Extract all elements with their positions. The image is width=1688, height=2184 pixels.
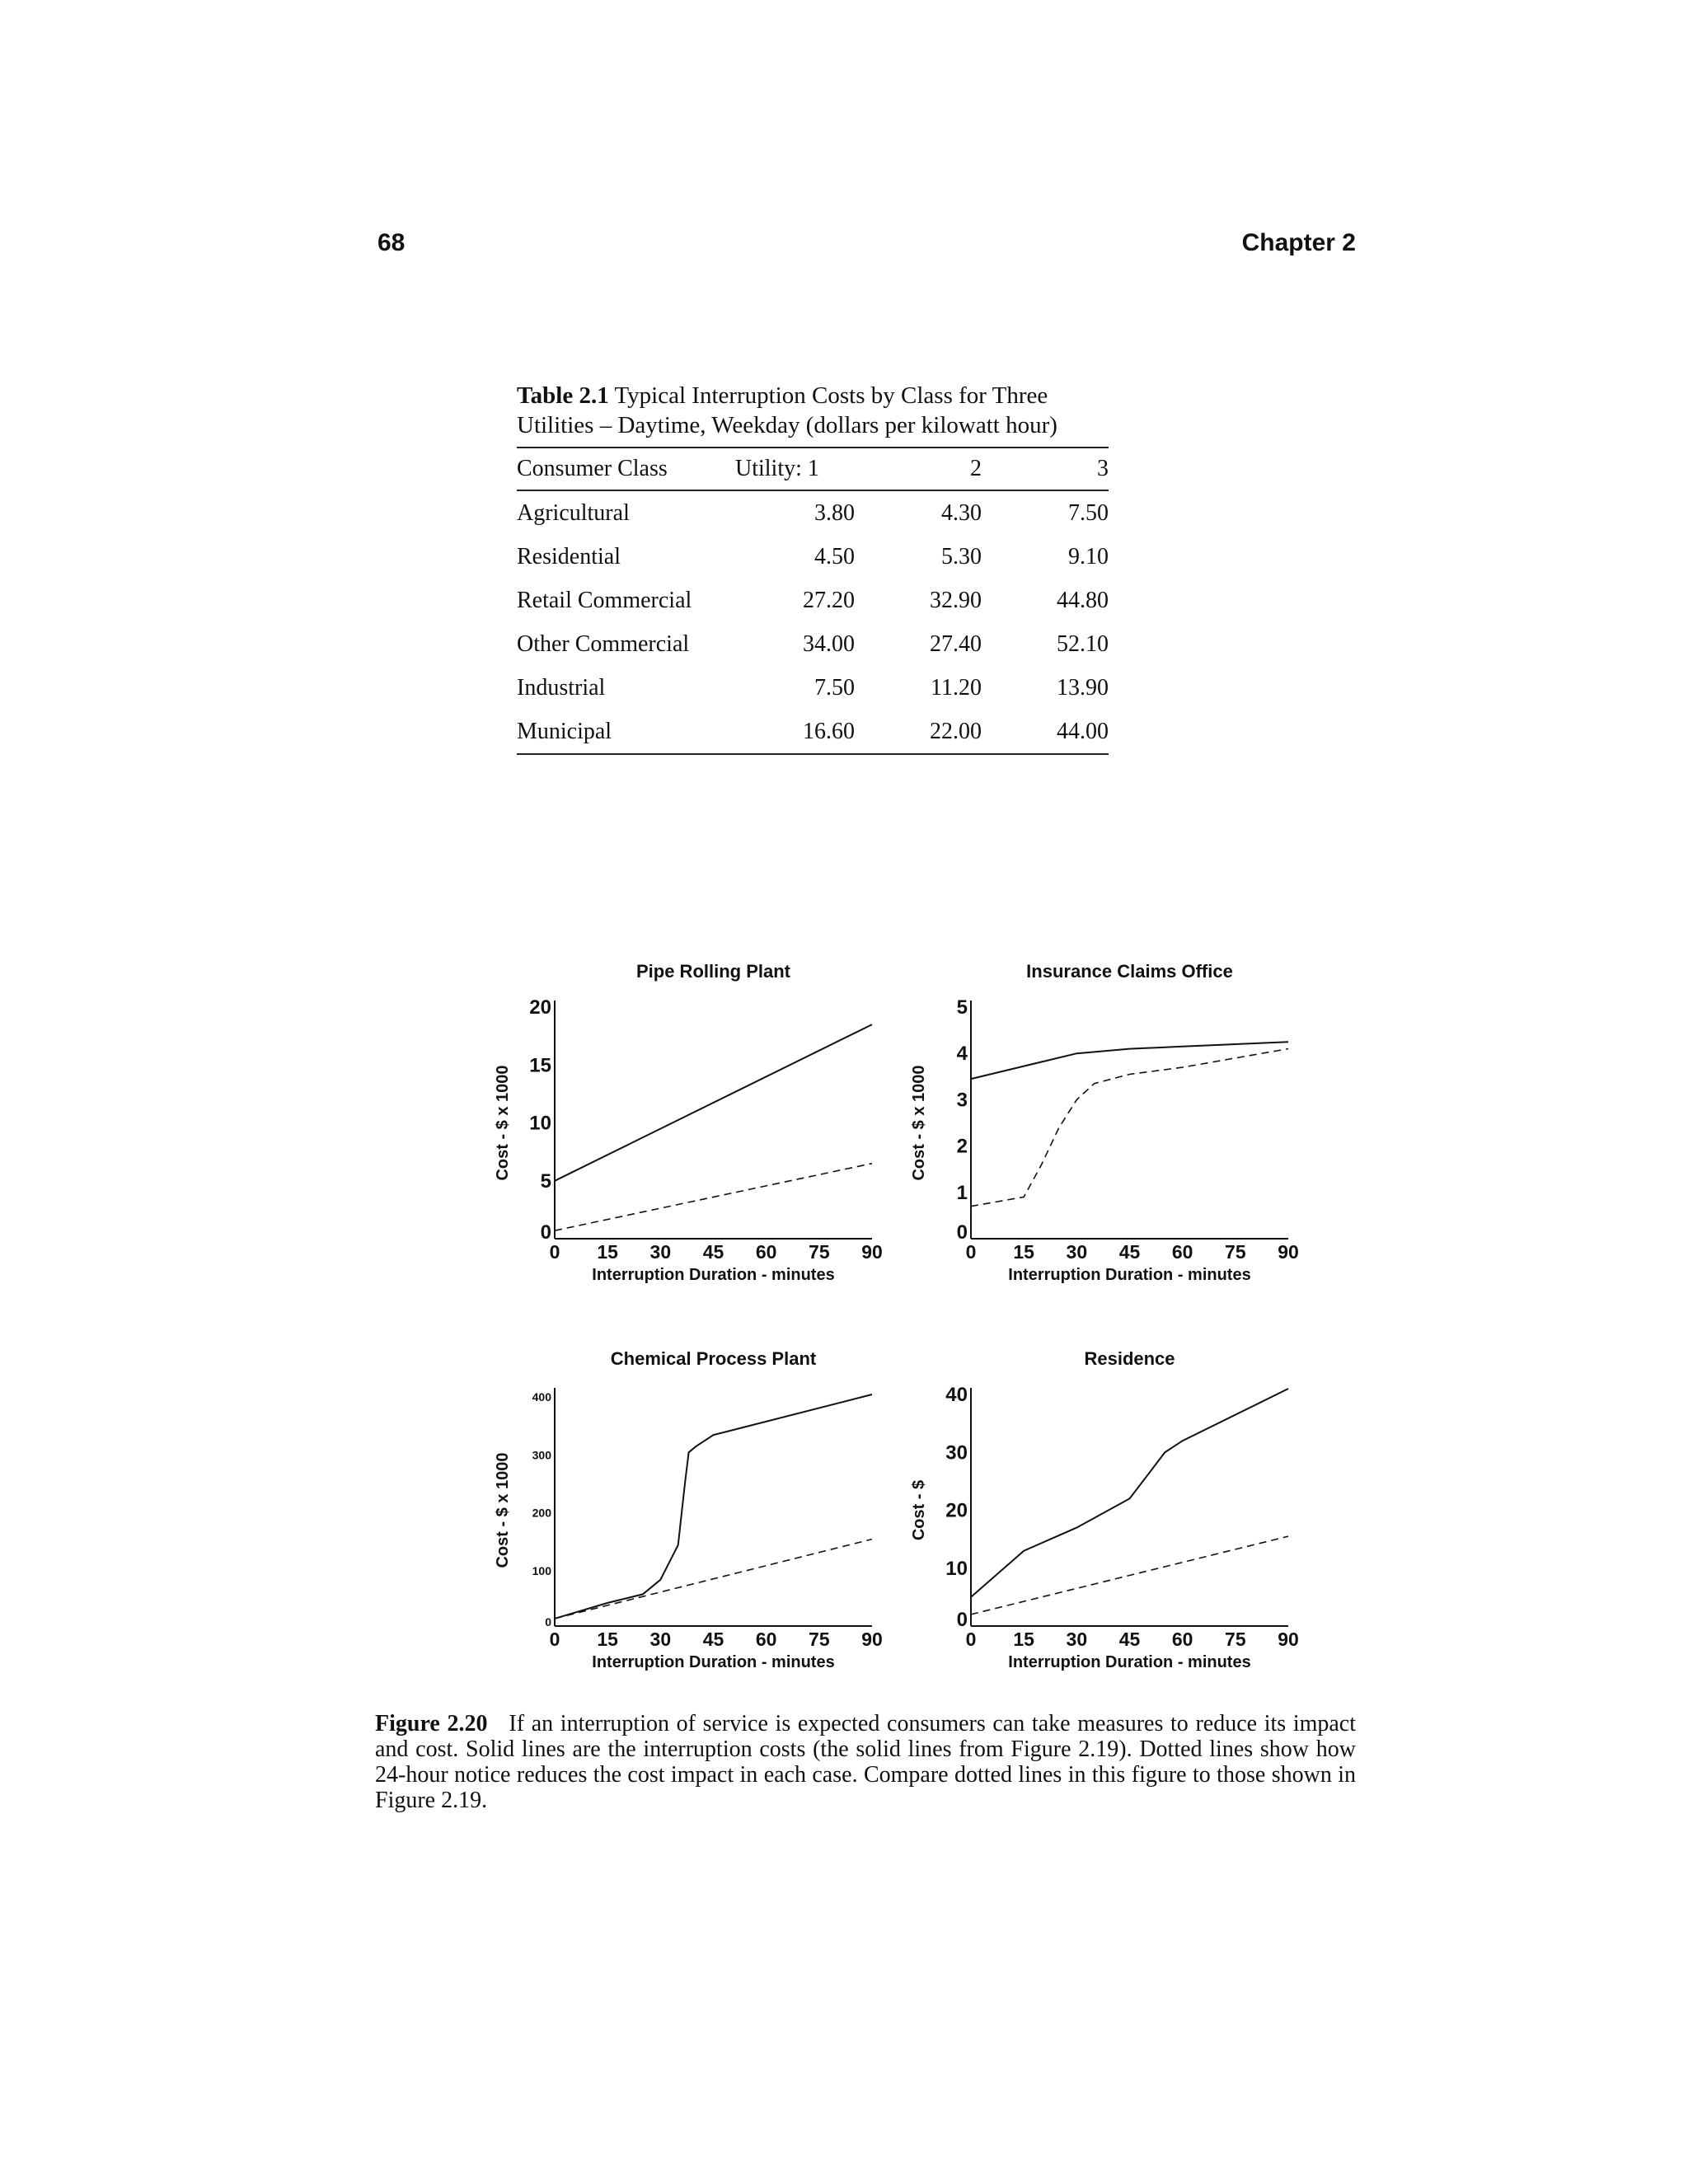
x-tick-label: 90 xyxy=(1278,1629,1299,1650)
series-line-dashed xyxy=(971,1049,1288,1207)
x-tick-label: 0 xyxy=(549,1629,560,1650)
x-tick-label: 30 xyxy=(1066,1241,1088,1263)
y-axis-label: Cost - $ x 1000 xyxy=(910,1065,928,1181)
y-tick-label: 0 xyxy=(956,1609,968,1631)
x-tick-label: 75 xyxy=(809,1629,830,1650)
cell-utility-2: 5.30 xyxy=(941,543,982,569)
cell-utility-3: 7.50 xyxy=(1068,499,1109,526)
y-tick-label: 5 xyxy=(540,1169,551,1193)
x-tick-label: 30 xyxy=(649,1241,672,1263)
y-tick-label: 300 xyxy=(532,1448,551,1462)
chart-title: Chemical Process Plant xyxy=(610,1348,817,1369)
cell-class: Municipal xyxy=(517,718,612,744)
y-tick-label: 30 xyxy=(945,1441,968,1465)
page-number: 68 xyxy=(377,229,406,256)
x-tick-label: 90 xyxy=(861,1241,883,1263)
x-axis-label: Interruption Duration - minutes xyxy=(1008,1653,1251,1671)
x-tick-label: 15 xyxy=(597,1241,618,1263)
table-row xyxy=(517,579,1109,622)
chart-pipe-rolling-plant xyxy=(493,956,954,1310)
x-tick-label: 0 xyxy=(965,1241,977,1263)
chart-svg xyxy=(909,956,1371,1310)
y-axis-label: Cost - $ xyxy=(910,1479,928,1541)
series-line-solid xyxy=(971,1389,1288,1597)
cell-class: Industrial xyxy=(517,674,606,701)
y-axis-label: Cost - $ x 1000 xyxy=(494,1452,512,1568)
chart-residence xyxy=(909,1343,1371,1698)
series-line-dashed xyxy=(971,1536,1288,1615)
cell-class: Other Commercial xyxy=(517,630,690,657)
x-tick-label: 90 xyxy=(1278,1241,1299,1263)
y-tick-label: 1 xyxy=(956,1181,968,1204)
series-line-solid xyxy=(555,1024,872,1181)
x-tick-label: 90 xyxy=(861,1629,883,1650)
y-tick-label: 400 xyxy=(532,1390,551,1404)
chart-svg xyxy=(909,1343,1371,1698)
cell-utility-2: 22.00 xyxy=(930,718,982,744)
chapter-heading: Chapter 2 xyxy=(1241,229,1356,256)
y-tick-label: 10 xyxy=(529,1112,551,1135)
chart-svg xyxy=(493,1343,954,1698)
x-tick-label: 75 xyxy=(1225,1241,1246,1263)
x-tick-label: 45 xyxy=(702,1241,724,1263)
series-line-dashed xyxy=(555,1540,872,1619)
y-axis-label: Cost - $ x 1000 xyxy=(494,1065,512,1181)
cell-utility-3: 44.80 xyxy=(1057,587,1109,613)
x-tick-label: 45 xyxy=(1118,1241,1141,1263)
table-row xyxy=(517,490,1109,535)
x-tick-label: 60 xyxy=(1171,1629,1193,1650)
x-axis-label: Interruption Duration - minutes xyxy=(1008,1266,1251,1284)
cell-utility-3: 44.00 xyxy=(1057,718,1109,744)
x-tick-label: 60 xyxy=(755,1241,777,1263)
y-tick-label: 0 xyxy=(956,1221,968,1244)
x-tick-label: 60 xyxy=(755,1629,777,1650)
costs-table xyxy=(517,447,1109,755)
x-tick-label: 15 xyxy=(1013,1241,1034,1263)
x-tick-label: 15 xyxy=(1013,1629,1034,1650)
cell-utility-3: 52.10 xyxy=(1057,630,1109,657)
y-tick-label: 15 xyxy=(529,1054,551,1077)
y-tick-label: 20 xyxy=(945,1499,968,1522)
y-tick-label: 10 xyxy=(945,1557,968,1580)
y-tick-label: 40 xyxy=(945,1384,968,1406)
cell-utility-1: 16.60 xyxy=(803,718,855,744)
x-tick-label: 0 xyxy=(549,1241,560,1263)
chart-title: Residence xyxy=(1084,1348,1175,1369)
cell-utility-2: 11.20 xyxy=(931,674,982,701)
cell-utility-2: 4.30 xyxy=(941,499,982,526)
table-header-row xyxy=(517,448,1109,490)
x-tick-label: 15 xyxy=(597,1629,618,1650)
table-caption xyxy=(517,381,1109,440)
cell-utility-1: 7.50 xyxy=(814,674,855,701)
x-tick-label: 30 xyxy=(649,1629,672,1650)
x-tick-label: 45 xyxy=(702,1629,724,1650)
cell-utility-1: 27.20 xyxy=(803,587,855,613)
cell-utility-1: 34.00 xyxy=(803,630,855,657)
figure-caption-label: Figure 2.20 xyxy=(375,1711,488,1736)
column-header-consumer-class: Consumer Class xyxy=(517,456,668,481)
column-header-utility-3: 3 xyxy=(1097,456,1109,481)
interruption-cost-table xyxy=(517,381,1109,755)
cell-class: Retail Commercial xyxy=(517,587,692,613)
chart-title: Insurance Claims Office xyxy=(1026,961,1233,982)
cell-class: Residential xyxy=(517,543,621,569)
table-row xyxy=(517,710,1109,754)
y-tick-label: 200 xyxy=(532,1506,551,1520)
cell-utility-1: 3.80 xyxy=(814,499,855,526)
table-caption-text: Typical Interruption Costs by Class for Three Utilities – Daytime, Weekday (dollars per kilowatt hour) xyxy=(517,382,1057,438)
x-tick-label: 45 xyxy=(1118,1629,1141,1650)
chart-title: Pipe Rolling Plant xyxy=(635,961,791,982)
figure-caption xyxy=(375,1711,1356,1813)
cell-utility-1: 4.50 xyxy=(814,543,855,569)
chart-insurance-claims-office xyxy=(909,956,1371,1310)
y-tick-label: 0 xyxy=(540,1221,551,1244)
cell-utility-2: 27.40 xyxy=(930,630,982,657)
cell-utility-3: 13.90 xyxy=(1057,674,1109,701)
x-tick-label: 75 xyxy=(1225,1629,1246,1650)
series-line-dashed xyxy=(555,1164,872,1231)
series-line-solid xyxy=(971,1042,1288,1079)
column-header-utility-1: Utility: 1 xyxy=(735,456,819,481)
table-row xyxy=(517,622,1109,666)
y-tick-label: 20 xyxy=(529,996,551,1019)
y-tick-label: 100 xyxy=(532,1563,551,1577)
y-tick-label: 5 xyxy=(956,996,968,1019)
table-caption-label: Table 2.1 xyxy=(517,382,609,409)
x-tick-label: 75 xyxy=(809,1241,830,1263)
cell-utility-3: 9.10 xyxy=(1068,543,1109,569)
x-axis-label: Interruption Duration - minutes xyxy=(592,1266,835,1284)
table-row xyxy=(517,535,1109,579)
x-tick-label: 30 xyxy=(1066,1629,1088,1650)
x-axis-label: Interruption Duration - minutes xyxy=(592,1653,835,1671)
x-tick-label: 60 xyxy=(1171,1241,1193,1263)
figure-caption-text: If an interruption of service is expected consumers can take measures to reduce its impact and cost. Solid lines are the interruption costs (the solid lines from Figure 2.19). Dotted lines show how 24-hour notice reduces the cost impact in each case. Compare dotted lines in this figure to those shown in Figure 2.19. xyxy=(375,1711,1357,1813)
table-row xyxy=(517,666,1109,710)
x-tick-label: 0 xyxy=(965,1629,977,1650)
chart-svg xyxy=(493,956,954,1310)
column-header-utility-2: 2 xyxy=(970,456,982,481)
y-tick-label: 2 xyxy=(956,1135,968,1158)
cell-class: Agricultural xyxy=(517,499,630,526)
y-tick-label: 4 xyxy=(956,1043,968,1066)
series-line-solid xyxy=(555,1394,872,1619)
cell-utility-2: 32.90 xyxy=(930,587,982,613)
y-tick-label: 0 xyxy=(545,1615,551,1629)
y-tick-label: 3 xyxy=(956,1089,968,1112)
chart-chemical-process-plant xyxy=(493,1343,954,1698)
